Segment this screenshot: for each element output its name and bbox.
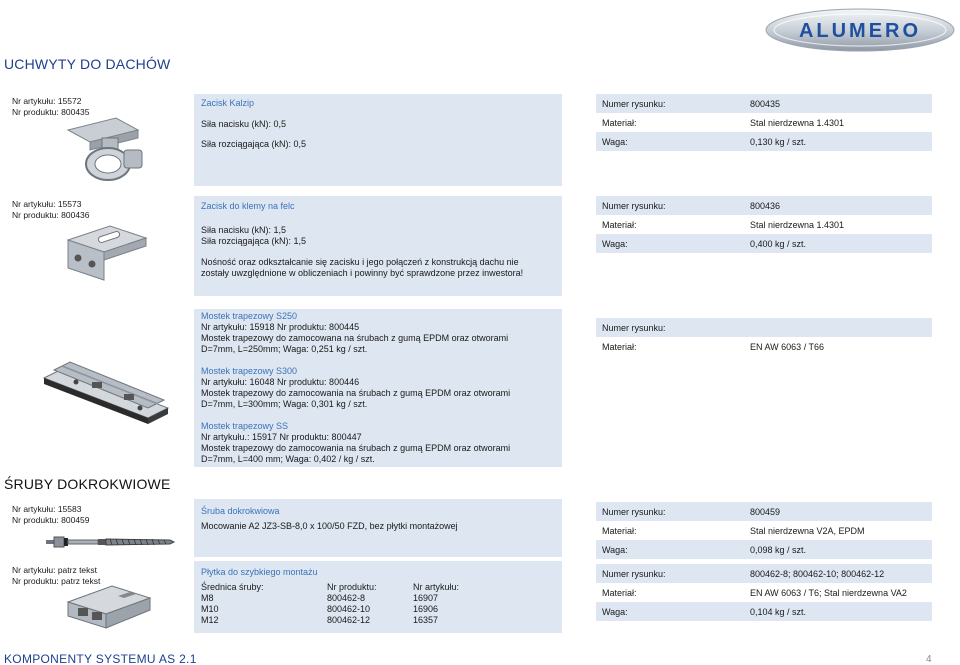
alumero-logo: [764, 8, 956, 52]
product-specs: Numer rysunku: 800462-8; 800462-10; 800462-12 Materiał: EN AW 6063 / T6; Stal nierdzewna VA2 Waga: 0,104 kg / szt.: [596, 564, 932, 621]
product-ids: Nr artykułu: 15573 Nr produktu: 800436: [12, 199, 90, 220]
footer-label: KOMPONENTY SYSTEMU AS 2.1: [4, 652, 197, 665]
product-ids: Nr artykułu: patrz tekst Nr produktu: patrz tekst: [12, 565, 101, 586]
trapezoid-bridge-image: [40, 352, 172, 428]
product-ids: Nr artykułu: 15583 Nr produktu: 800459: [12, 504, 90, 525]
size-table: Średnica śruby: Nr produktu: Nr artykułu: M8 800462-8 16907 M10 800462-10 16906 M12 800462-12 16357: [201, 582, 460, 625]
section-title-screws: ŚRUBY DOKROKWIOWE: [4, 476, 171, 492]
section-title-roof-clamps: UCHWYTY DO DACHÓW: [4, 56, 171, 72]
product-description: Śruba dokrokwiowa Mocowanie A2 JZ3-SB-8,0 x 100/50 FZD, bez płytki montażowej: [194, 499, 562, 557]
product-specs: Numer rysunku: 800436 Materiał: Stal nierdzewna 1.4301 Waga: 0,400 kg / szt.: [596, 196, 932, 253]
product-description: Mostek trapezowy S250 Nr artykułu: 15918 Nr produktu: 800445 Mostek trapezowy do zamocowana na śrubach z gumą EPDM oraz otworami D=7mm, L=250mm; Waga: 0,251 kg / szt. Mostek trapezowy S300 Nr artykułu: 16048 Nr produktu: 800446 Mostek trapezowy do zamocowania na śrubach z gumą EPDM oraz otworami D=7mm, L=300mm; Waga: 0,301 kg / szt. Mostek trapezowy SS Nr artykułu.: 15917 Nr produktu: 800447 Mostek trapezowy do zamocowania na śrubach z gumą EPDM oraz otworami D=7mm, L=400 mm; Waga: 0,402 / kg / szt.: [194, 309, 562, 467]
logo-text: ALUMERO: [798, 20, 922, 42]
kalzip-clamp-image: [58, 112, 158, 184]
product-specs: Numer rysunku: 800459 Materiał: Stal nierdzewna V2A, EPDM Waga: 0,098 kg / szt.: [596, 502, 932, 559]
rafter-screw-image: [44, 534, 176, 550]
product-description: Płytka do szybkiego montażu Średnica śruby: Nr produktu: Nr artykułu: M8 800462-8 16907 M10 800462-10 16906 M12 800462-12 16357: [194, 561, 562, 633]
product-description: Zacisk do klemy na felc Siła nacisku (kN): 1,5 Siła rozciągająca (kN): 1,5 Nośność oraz odkształcanie się zacisku i jego połączeń z konstrukcją dachu nie zostały uwzględnione w obliczeniach i powinny być sprawdzone przez inwestora!: [194, 196, 562, 296]
page-number: 4: [926, 654, 932, 665]
product-specs: Numer rysunku: 800435 Materiał: Stal nierdzewna 1.4301 Waga: 0,130 kg / szt.: [596, 94, 932, 151]
seam-clamp-image: [62, 218, 152, 284]
product-description: Zacisk Kalzip Siła nacisku (kN): 0,5 Siła rozciągająca (kN): 0,5: [194, 94, 562, 186]
quick-mount-plate-image: [62, 580, 154, 632]
product-ids: Nr artykułu: 15572 Nr produktu: 800435: [12, 96, 90, 117]
product-specs: Numer rysunku: Materiał: EN AW 6063 / T66: [596, 318, 932, 356]
